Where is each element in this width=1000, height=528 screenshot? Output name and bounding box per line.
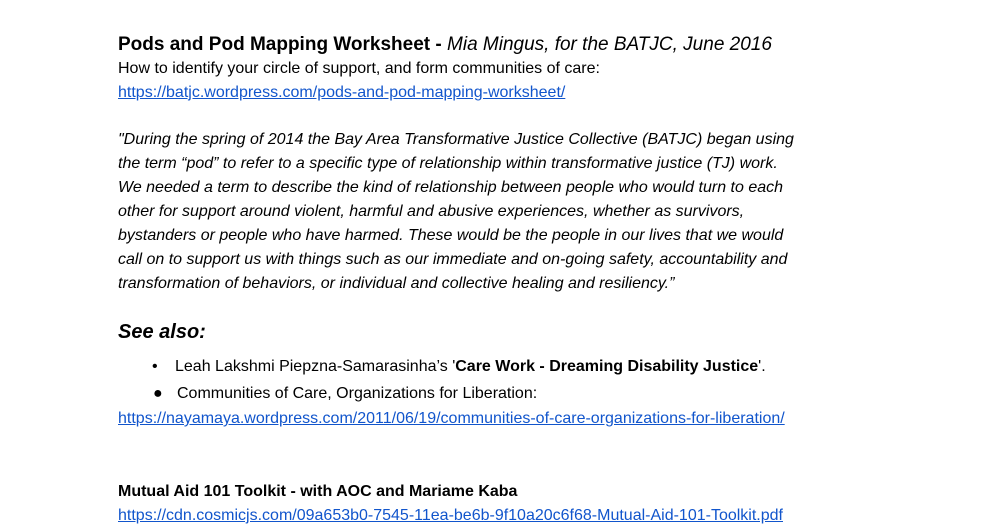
see-also-list [118, 355, 766, 406]
list-item [118, 382, 766, 406]
see-also-heading: See also: [118, 321, 206, 343]
quote-line: transformation of behaviors, or individual and collective healing and resiliency.” [118, 275, 675, 292]
link-line-mutual-aid [118, 504, 783, 528]
list-item-prefix: Leah Lakshmi Piepzna-Samarasinha’s ' [175, 358, 456, 375]
subtitle: How to identify your circle of support, and form communities of care: [118, 60, 600, 77]
mutual-aid-section [118, 480, 783, 528]
care-work-title: Care Work - Dreaming Disability Justice [455, 358, 759, 375]
link-line-batjc [118, 81, 918, 105]
nayamaya-link[interactable]: https://nayamaya.wordpress.com/2011/06/19/communities-of-care-organizations-for-liberation/ [118, 410, 785, 427]
quote-block [118, 128, 908, 296]
bullet-icon: • [152, 358, 158, 375]
mutual-aid-link[interactable]: https://cdn.cosmicjs.com/09a653b0-7545-11ea-be6b-9f10a20c6f68-Mutual-Aid-101-Toolkit.pdf [118, 507, 783, 524]
page-title [118, 33, 918, 57]
mutual-aid-title: Mutual Aid 101 Toolkit - with AOC and Mariame Kaba [118, 483, 518, 500]
document-body [118, 33, 918, 524]
bullet-icon: ● [153, 385, 163, 402]
list-item [118, 355, 766, 379]
quote-line: the term “pod” to refer to a specific type of relationship within transformative justice (TJ) work. [118, 155, 778, 172]
list-item-suffix: '. [758, 358, 766, 375]
quote-line: bystanders or people who have harmed. These would be the people in our lives that we would [118, 227, 784, 244]
title-bold: Pods and Pod Mapping Worksheet - [118, 34, 448, 55]
list-item-text: Communities of Care, Organizations for Liberation: [177, 385, 538, 402]
title-attribution: Mia Mingus, for the BATJC, June 2016 [447, 34, 772, 55]
quote-line: "During the spring of 2014 the Bay Area Transformative Justice Collective (BATJC) began using [118, 131, 794, 148]
link-line-nayamaya [118, 407, 785, 431]
batjc-link[interactable]: https://batjc.wordpress.com/pods-and-pod-mapping-worksheet/ [118, 84, 566, 101]
quote-line: call on to support us with things such as our immediate and on-going safety, accountability and [118, 251, 788, 268]
quote-line: We needed a term to describe the kind of relationship between people who would turn to each [118, 179, 784, 196]
quote-line: other for support around violent, harmful and abusive experiences, whether as survivors, [118, 203, 745, 220]
